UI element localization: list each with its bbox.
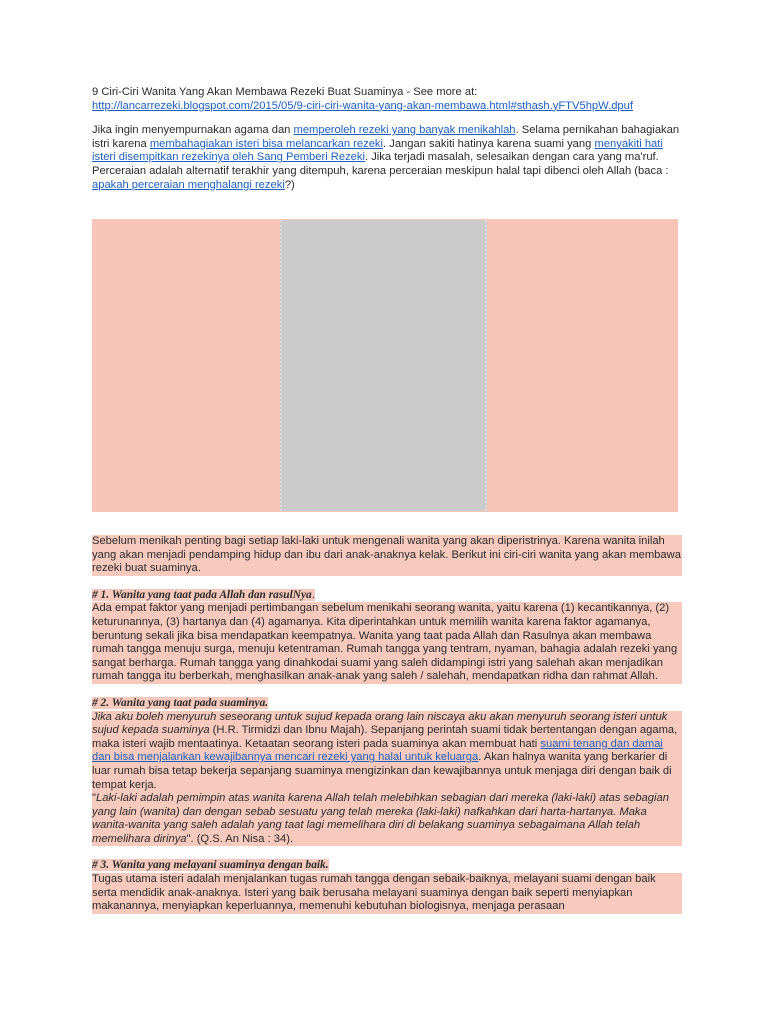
photo-figure xyxy=(92,219,678,512)
quote-italic: Laki-laki adalah pemimpin atas wanita karena Allah telah melebihkan sebagian dari mereka (laki-laki) atas sebagian yang lain (wanita) dan dengan sebab sesuatu yang telah mereka (laki-laki) nafkahkan dari harta-hartanya. Maka wanita-wanita yang saleh adalah yang taat lagi memelihara diri di belakang suaminya sebagaimana Allah telah memelihara dirinya xyxy=(92,792,669,845)
intro-link-membahagiakan-isteri[interactable]: membahagiakan isteri bisa melancarkan rezeki xyxy=(149,137,384,150)
section-3-body: Tugas utama isteri adalah menjalankan tugas rumah tangga dengan sebaik-baiknya, melayani suami dengan baik serta mendidik anak-anaknya. Isteri yang baik berusaha melayani suaminya dengan baik seperti menyiapkan makanannya, menyiapkan keperluannya, memenuhi kebutuhan biologisnya, menjaga perasaan xyxy=(92,873,682,914)
section-2-link[interactable]: suami tenang dan damai dan bisa menjalankan kewajibannya mencari rezeki yang halal untuk keluarga xyxy=(92,737,663,764)
document-top xyxy=(92,86,682,192)
couple-photo xyxy=(280,220,487,511)
article-body xyxy=(92,535,682,914)
intro-text-5: ?) xyxy=(284,178,295,191)
intro-link-perceraian[interactable]: apakah perceraian menghalangi rezeki xyxy=(92,178,285,191)
section-1-heading-text: # 1. Wanita yang taat pada Allah dan rasulNya xyxy=(92,588,312,601)
section-2-heading-text: # 2. Wanita yang taat pada suaminya. xyxy=(92,696,269,709)
section-2-heading xyxy=(92,697,682,711)
pre-paragraph: Sebelum menikah penting bagi setiap laki-laki untuk mengenali wanita yang akan diperistrinya. Karena wanita inilah yang akan menjadi pendamping hidup dan ibu dari anak-anaknya kelak. Berikut ini ciri-ciri wanita yang akan membawa rezeki buat suaminya. xyxy=(92,535,681,575)
section-1-body: Ada empat faktor yang menjadi pertimbangan sebelum menikahi seorang wanita, yaitu karena (1) kecantikannya, (2) keturunannya, (3) hartanya dan (4) agamanya. Kita diperintahkan untuk memilih wanita karena faktor agamanya, beruntung sekali jika bisa mendapatkan keempatnya. Wanita yang taat pada Allah dan Rasulnya akan membawa rumah tangga menuju surga, menuju ketentraman. Rumah tangga yang tentram, nyaman, bahagia adalah rezeki yang sangat berharga. Rumah tangga yang dinahkodai suami yang saleh didampingi istri yang salehah akan menjadikan rumah tangga itu berberkah, menghasilkan anak-anak yang saleh / salehah, mendapatkan ridha dan rahmat Allah. xyxy=(92,602,682,684)
quote-open: " xyxy=(92,792,96,805)
intro-link-rezeki-menikah[interactable]: memperoleh rezeki yang banyak menikahlah xyxy=(293,124,516,137)
intro-text-2: . Selama pernikahan bahagiakan istri karena xyxy=(92,124,680,150)
quote-close: ". (Q.S. An Nisa : 34). xyxy=(186,832,294,845)
section-1-heading xyxy=(92,589,682,603)
intro-text-3: . Jangan sakiti hatinya karena suami yang xyxy=(383,137,595,150)
quran-quote xyxy=(92,792,682,846)
intro-text-1: Jika ingin menyempurnakan agama dan xyxy=(92,124,294,137)
intro-paragraph xyxy=(92,124,682,192)
section-1-heading-end: . xyxy=(311,588,315,601)
section-3-heading xyxy=(92,859,682,873)
section-2-body-1: (H.R. Tirmidzi dan Ibnu Majah). Sepanjang perintah suami tidak bertentangan dengan agama, maka isteri wajib mentaatinya. Ketaatan seorang isteri pada suaminya akan membuat hati xyxy=(92,724,678,750)
hadith-italic: Jika aku boleh menyuruh seseorang untuk sujud kepada orang lain niscaya aku akan menyuruh seorang isteri untuk sujud kepada suaminya xyxy=(92,710,668,737)
intro-text-4: . Jika terjadi masalah, selesaikan dengan cara yang ma'ruf. Perceraian adalah alternatif terakhir yang ditempuh, karena perceraian meskipun halal tapi dibenci oleh Allah (baca : xyxy=(92,151,669,177)
section-2-body xyxy=(92,711,682,793)
section-2-body-2: . Akan halnya wanita yang berkarier di luar rumah bisa tetap bekerja sepanjang suaminya mengizinkan dan kewajibannya untuk menjaga diri dengan baik di tempat kerja. xyxy=(92,751,672,791)
source-link[interactable]: http://lancarrezeki.blogspot.com/2015/05/9-ciri-ciri-wanita-yang-akan-membawa.html#sthash.yFTV5hpW.dpuf xyxy=(92,99,633,112)
intro-link-menyakiti-hati[interactable]: menyakiti hati isteri disempitkan rezekinya oleh Sang Pemberi Rezeki xyxy=(92,137,663,164)
document-title: 9 Ciri-Ciri Wanita Yang Akan Membawa Rezeki Buat Suaminya - See more at: xyxy=(92,86,478,98)
section-3-heading-text: # 3. Wanita yang melayani suaminya dengan baik. xyxy=(92,859,329,872)
